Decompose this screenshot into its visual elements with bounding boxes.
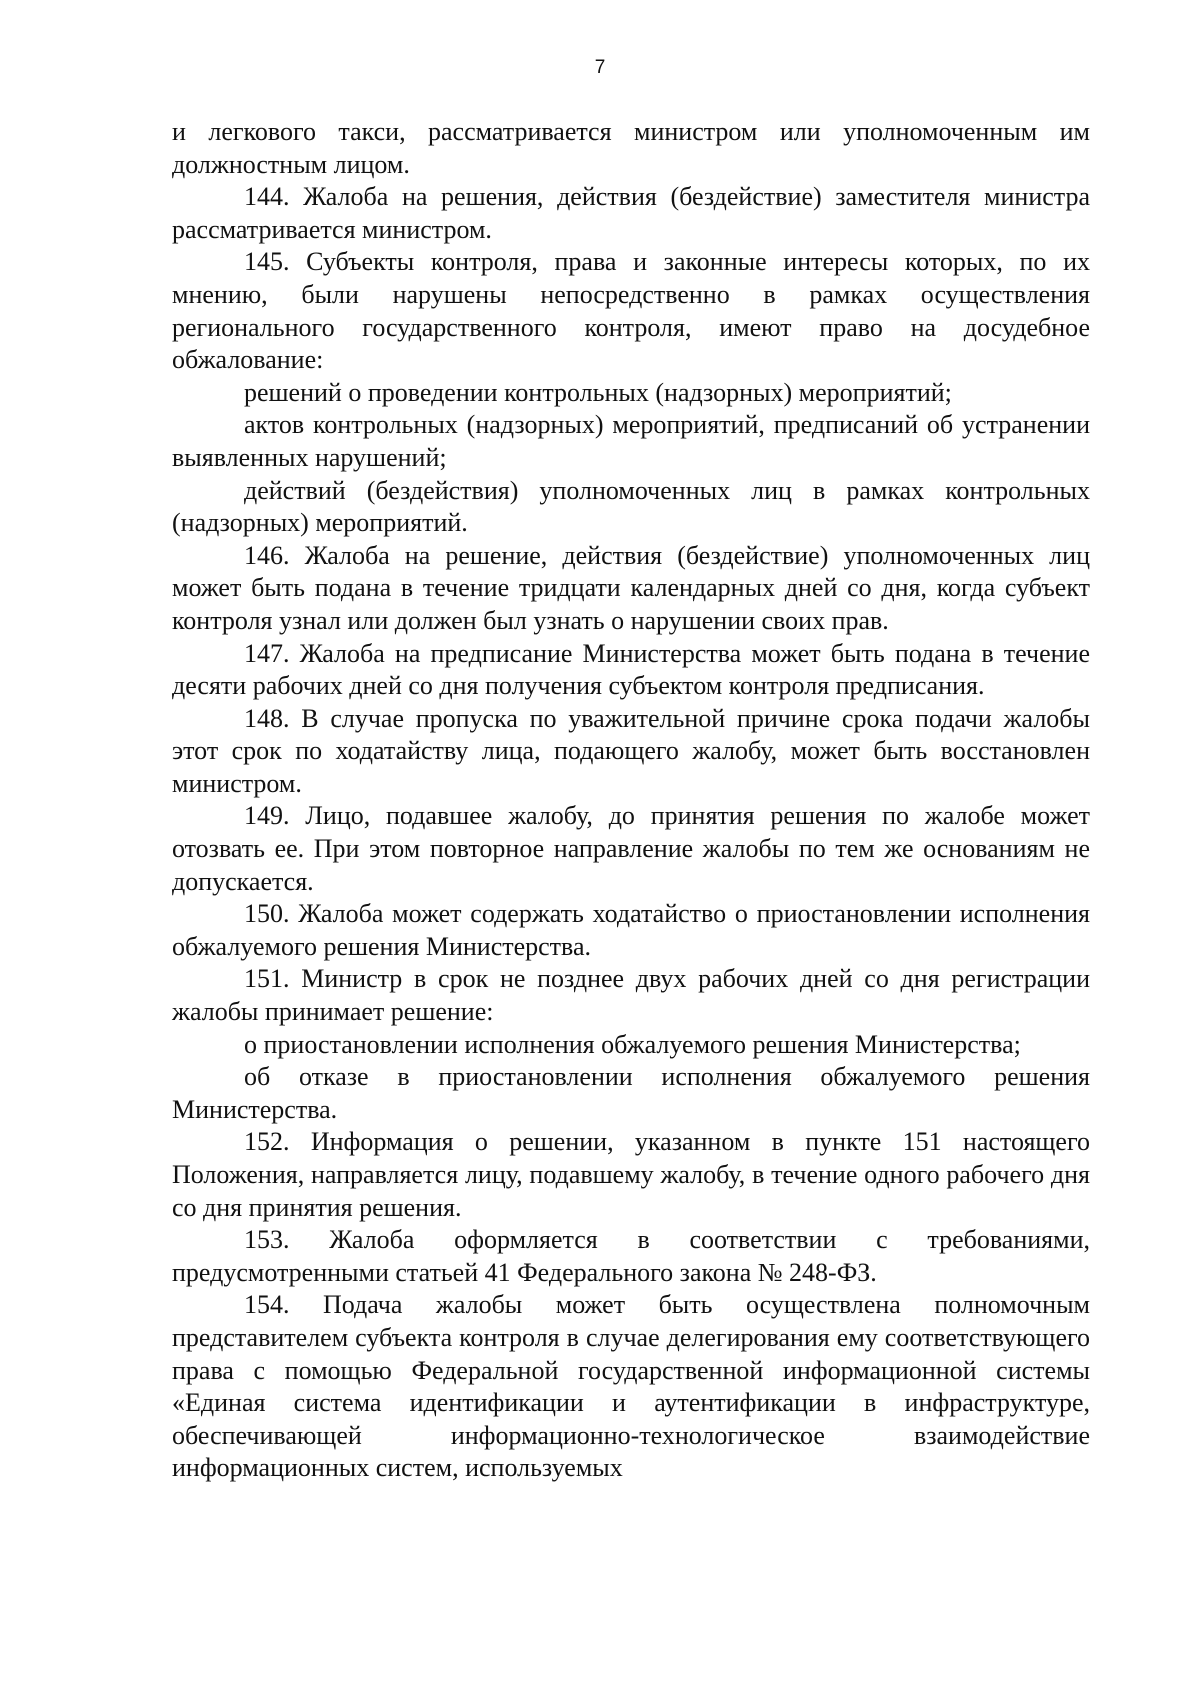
paragraph: 153. Жалоба оформляется в соответствии с требованиями, предусмотренными статьей 41 Федерального закона № 248-ФЗ. (172, 1225, 1090, 1287)
paragraph: об отказе в приостановлении исполнения обжалуемого решения Министерства. (172, 1062, 1090, 1124)
paragraph: 146. Жалоба на решение, действия (бездействие) уполномоченных лиц может быть подана в течение тридцати календарных дней со дня, когда субъект контроля узнал или должен был узнать о нарушении своих прав. (172, 540, 1090, 635)
paragraph: 154. Подача жалобы может быть осуществлена полномочным представителем субъекта контроля в случае делегирования ему соответствующего права с помощью Федеральной государственной информационной системы «Единая система идентификации и аутентификации в инфраструктуре, обеспечивающей информационно-технологическое взаимодействие информационных систем, используемых (172, 1290, 1090, 1483)
paragraph: решений о проведении контрольных (надзорных) мероприятий; (244, 377, 952, 407)
paragraph: 145. Субъекты контроля, права и законные интересы которых, по их мнению, были нарушены непосредственно в рамках осуществления регионального государственного контроля, имеют право на досудебное обжалование: (172, 247, 1090, 375)
paragraph: действий (бездействия) уполномоченных лиц в рамках контрольных (надзорных) мероприятий. (172, 475, 1090, 538)
document-body (172, 116, 1090, 1485)
page-number: 7 (594, 57, 606, 78)
paragraph: 152. Информация о решении, указанном в пункте 151 настоящего Положения, направляется лицу, подавшему жалобу, в течение одного рабочего дня со дня принятия решения. (172, 1127, 1090, 1222)
paragraph: 149. Лицо, подавшее жалобу, до принятия решения по жалобе может отозвать ее. При этом повторное направление жалобы по тем же основаниям не допускается. (172, 801, 1090, 896)
paragraph: и легкового такси, рассматривается министром или уполномоченным им должностным лицом. (172, 117, 1090, 179)
paragraph: 147. Жалоба на предписание Министерства может быть подана в течение десяти рабочих дней со дня получения субъектом контроля предписания. (172, 638, 1090, 701)
paragraph: актов контрольных (надзорных) мероприятий, предписаний об устранении выявленных нарушений; (172, 410, 1090, 472)
paragraph: 150. Жалоба может содержать ходатайство о приостановлении исполнения обжалуемого решения Министерства. (172, 899, 1090, 961)
paragraph: 144. Жалоба на решения, действия (бездействие) заместителя министра рассматривается министром. (172, 182, 1090, 244)
paragraph: о приостановлении исполнения обжалуемого решения Министерства; (244, 1029, 1021, 1059)
paragraph: 148. В случае пропуска по уважительной причине срока подачи жалобы этот срок по ходатайству лица, подающего жалобу, может быть восстановлен министром. (172, 703, 1090, 798)
paragraph: 151. Министр в срок не позднее двух рабочих дней со дня регистрации жалобы принимает решение: (172, 964, 1090, 1027)
